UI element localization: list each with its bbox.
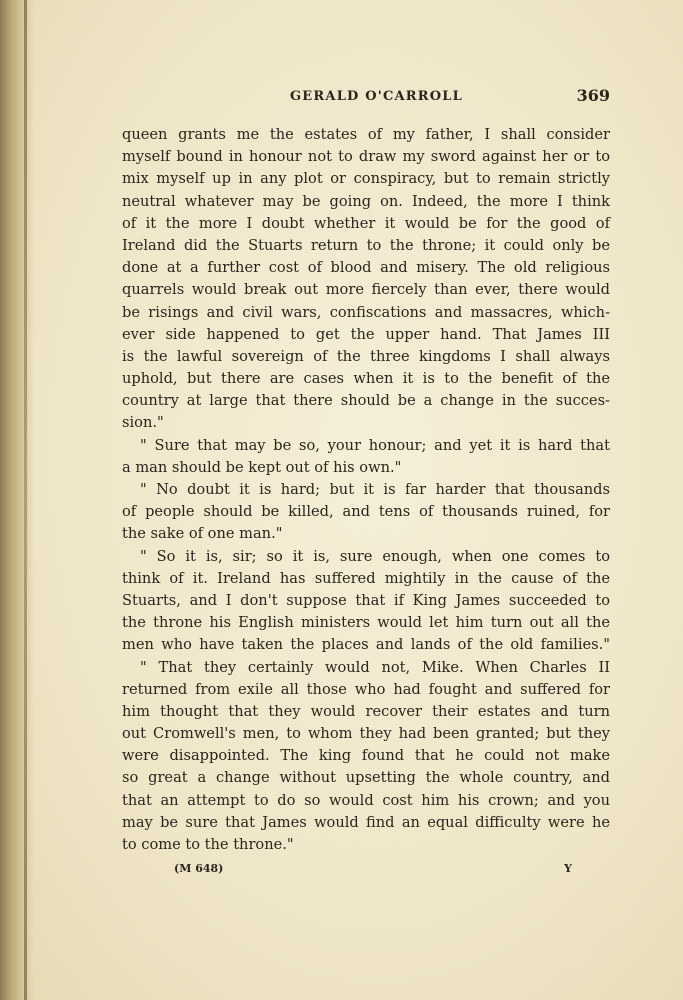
text-line: quarrels would break out more fiercely than ever, there would <box>122 281 610 299</box>
text-line: " No doubt it is hard; but it is far harder that thousands <box>140 481 610 498</box>
printer-signature-letter: Y <box>564 862 572 875</box>
text-line: of it the more I doubt whether it would be for the good of <box>122 214 610 232</box>
text-line: returned from exile all those who had fought and suffered for <box>122 680 610 698</box>
text-line: the sake of one man." <box>122 525 283 543</box>
text-line: a man should be kept out of his own." <box>122 458 402 476</box>
text-line: out Cromwell's men, to whom they had been granted; but they <box>122 725 610 743</box>
page-footer <box>122 862 610 880</box>
text-line: ever side happened to get the upper hand. That James III <box>122 325 610 343</box>
text-line: " So it is, sir; so it is, sure enough, when one comes to <box>140 547 610 565</box>
text-line: men who have taken the places and lands of the old families." <box>122 636 610 654</box>
text-line: were disappointed. The king found that he could not make <box>122 747 610 765</box>
text-line: him thought that they would recover their estates and turn <box>122 702 610 720</box>
text-line: " Sure that may be so, your honour; and yet it is hard that <box>140 436 610 454</box>
running-title: GERALD O'CARROLL <box>290 89 463 104</box>
page-number: 369 <box>576 86 610 105</box>
text-line: mix myself up in any plot or conspiracy, but to remain strictly <box>122 170 610 188</box>
text-line: " That they certainly would not, Mike. When Charles II <box>140 658 610 676</box>
printer-signature-code: (M 648) <box>174 862 224 875</box>
page-binding-edge <box>24 0 27 1000</box>
text-line: that an attempt to do so would cost him his crown; and you <box>122 791 610 809</box>
text-line: may be sure that James would find an equal difficulty were he <box>122 813 610 831</box>
text-line: is the lawful sovereign of the three kingdoms I shall always <box>122 347 610 365</box>
text-line: queen grants me the estates of my father, I shall consider <box>122 126 610 143</box>
text-line: to come to the throne." <box>122 836 294 853</box>
text-line: myself bound in honour not to draw my sword against her or to <box>122 148 610 166</box>
text-line: uphold, but there are cases when it is to the benefit of the <box>122 370 610 388</box>
text-line: the throne his English ministers would let him turn out all the <box>122 614 610 632</box>
text-line: Stuarts, and I don't suppose that if King James succeeded to <box>122 591 610 609</box>
text-line: be risings and civil wars, confiscations and massacres, which- <box>122 303 610 321</box>
text-line: of people should be killed, and tens of thousands ruined, for <box>122 503 610 521</box>
page-header <box>122 86 610 110</box>
body-text <box>122 124 610 856</box>
text-line: think of it. Ireland has suffered mightily in the cause of the <box>122 569 610 587</box>
text-line: so great a change without upsetting the whole country, and <box>122 769 610 787</box>
text-line: neutral whatever may be going on. Indeed, the more I think <box>122 192 610 210</box>
text-line: sion." <box>122 414 164 432</box>
text-line: country at large that there should be a change in the succes- <box>122 392 610 410</box>
text-line: Ireland did the Stuarts return to the throne; it could only be <box>122 236 610 254</box>
page-gutter-shadow <box>0 0 34 1000</box>
text-line: done at a further cost of blood and misery. The old religious <box>122 259 610 277</box>
